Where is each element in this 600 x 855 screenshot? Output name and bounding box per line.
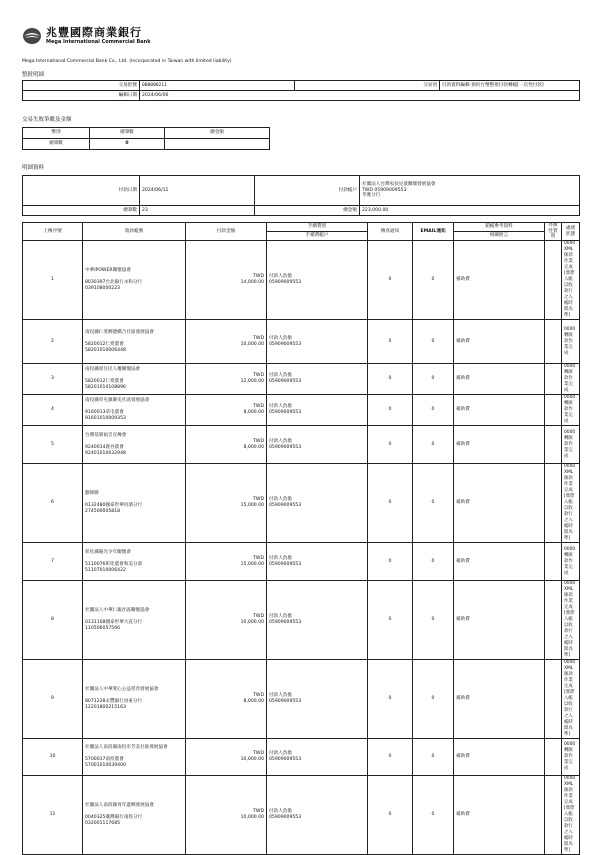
row-fee xyxy=(267,739,368,776)
row-fee xyxy=(267,581,368,660)
edit-date-label: 編輯日期 xyxy=(23,91,140,101)
row-seq: 6 xyxy=(23,464,83,543)
payee-bank: 5820012仁愛農會 xyxy=(85,379,124,384)
failed-col-count: 總筆數 xyxy=(90,128,165,139)
payee-bank: 8030397台北銀行永和分行 xyxy=(85,280,143,285)
amount-currency: TWD xyxy=(253,693,264,699)
amount-currency: TWD xyxy=(253,438,264,444)
fee-type: 付款人負擔 xyxy=(269,373,292,379)
row-status: 0000 轉匯款作業完成 xyxy=(562,364,580,395)
row-foreign xyxy=(545,581,562,660)
payee-account: 274500005818 xyxy=(85,509,121,514)
bank-logo xyxy=(22,27,151,45)
row-status: 0000 轉匯款作業完成 xyxy=(562,395,580,426)
row-email: 0 xyxy=(413,395,454,426)
total-amount-label: 總金額 xyxy=(255,206,360,216)
row-payee xyxy=(83,464,186,543)
row-seq: 4 xyxy=(23,395,83,426)
txn-type-value: 付款資料編輯-預約台幣整批付款轉帳[一次性付款] xyxy=(440,81,580,91)
fee-type: 付款人負擔 xyxy=(269,751,292,757)
row-email: 0 xyxy=(413,426,454,464)
bank-name-cn: 兆豐國際商業銀行 xyxy=(46,26,142,39)
row-foreign xyxy=(545,464,562,543)
payee-account: 58201010108896 xyxy=(85,385,126,390)
fee-type: 付款人負擔 xyxy=(269,335,292,341)
pay-date-label: 付款日期 xyxy=(23,176,140,206)
payee-account: 12201800215163 xyxy=(85,705,126,710)
row-payee xyxy=(83,581,186,660)
row-foreign xyxy=(545,395,562,426)
row-foreign xyxy=(545,320,562,364)
pay-account-branch: 苓雅分行 xyxy=(362,193,381,199)
row-memo: 補助費 xyxy=(454,581,545,660)
col-foreign: 外匯性質別 xyxy=(545,223,562,241)
row-fax: 0 xyxy=(368,543,413,581)
amount-value: 8,000.00 xyxy=(243,699,264,704)
row-seq: 11 xyxy=(23,776,83,855)
row-fax: 0 xyxy=(368,320,413,364)
payee-bank: 0132480國泰世華河濱分行 xyxy=(85,503,143,508)
amount-value: 10,000.00 xyxy=(240,815,264,820)
row-amount xyxy=(186,320,267,364)
payee-name: 中華IPOWER關懷協會 xyxy=(85,268,131,273)
col-email: EMAIL通知 xyxy=(413,223,454,241)
col-fee-account: 手續費帳戶 xyxy=(267,232,368,241)
table-row xyxy=(23,660,580,739)
batch-table xyxy=(22,80,580,101)
payment-detail-table xyxy=(22,222,580,855)
row-payee xyxy=(83,660,186,739)
row-fax: 0 xyxy=(368,364,413,395)
fee-account: 05909009553 xyxy=(269,503,302,508)
failed-table xyxy=(22,127,270,150)
total-amount-value: 223,000.00 xyxy=(360,206,580,216)
row-email: 0 xyxy=(413,464,454,543)
fee-account: 05909009553 xyxy=(269,815,302,820)
fee-account: 05909009553 xyxy=(269,561,302,567)
fee-type: 付款人負擔 xyxy=(269,404,292,410)
payee-name: 社團法人南投縣青年遊鄉發展協會 xyxy=(85,803,154,808)
row-foreign xyxy=(545,364,562,395)
row-memo: 補助費 xyxy=(454,364,545,395)
row-status: 0000 XML匯款作業完成[實際入帳以收款行之入帳時間為準] xyxy=(562,581,580,660)
row-seq: 10 xyxy=(23,739,83,776)
failed-section-title: 交易失敗筆數及金額 xyxy=(22,117,72,123)
row-status: 0000 XML匯款作業完成[實際入帳以收款行之入帳時間為準] xyxy=(562,776,580,855)
txn-no-value: 000000211 xyxy=(140,81,295,91)
row-email: 0 xyxy=(413,776,454,855)
table-row xyxy=(23,241,580,320)
row-memo: 補助費 xyxy=(454,543,545,581)
payee-bank: 0040325臺灣銀行南投分行 xyxy=(85,815,143,820)
amount-currency: TWD xyxy=(253,809,264,815)
table-row xyxy=(23,581,580,660)
row-email: 0 xyxy=(413,543,454,581)
payee-account: 92401010032948 xyxy=(85,450,126,456)
row-amount xyxy=(186,364,267,395)
row-seq: 7 xyxy=(23,543,83,581)
failed-col-currency: 幣別 xyxy=(23,128,90,139)
detail-section-title: 明細資料 xyxy=(22,165,45,171)
row-fax: 0 xyxy=(368,660,413,739)
amount-value: 15,000.00 xyxy=(240,503,264,508)
payee-name: 彰化縣陽光少年關懷會 xyxy=(85,549,131,555)
row-seq: 1 xyxy=(23,241,83,320)
failed-row-count: 0 xyxy=(90,139,165,150)
row-email: 0 xyxy=(413,660,454,739)
row-seq: 5 xyxy=(23,426,83,464)
amount-currency: TWD xyxy=(253,373,264,379)
table-row xyxy=(23,320,580,364)
total-count-label: 總筆數 xyxy=(23,206,140,216)
payee-account: 039108000223 xyxy=(85,286,121,291)
row-email: 0 xyxy=(413,739,454,776)
col-payee: 收款帳號 xyxy=(83,223,186,241)
row-memo: 補助費 xyxy=(454,426,545,464)
fee-type: 付款人負擔 xyxy=(269,497,292,503)
table-row xyxy=(23,395,580,426)
fee-type: 付款人負擔 xyxy=(269,274,292,280)
fee-type: 付款人負擔 xyxy=(269,555,292,561)
row-fee xyxy=(267,426,368,464)
payee-name: 劉偉勝 xyxy=(85,491,99,496)
row-memo: 補助費 xyxy=(454,660,545,739)
row-seq: 3 xyxy=(23,364,83,395)
row-status: 0000 轉匯款作業完成 xyxy=(562,739,580,776)
payee-name: 社團法人中華仁親社區關懷協會 xyxy=(85,608,150,613)
amount-currency: TWD xyxy=(253,614,264,620)
pay-account-value xyxy=(360,176,580,206)
row-payee xyxy=(83,543,186,581)
row-seq: 2 xyxy=(23,320,83,364)
table-row xyxy=(23,364,580,395)
row-amount xyxy=(186,660,267,739)
row-fax: 0 xyxy=(368,426,413,464)
fee-account: 05909009553 xyxy=(269,280,302,285)
payee-bank: 9240014鹿谷農會 xyxy=(85,444,124,450)
row-amount xyxy=(186,739,267,776)
row-email: 0 xyxy=(413,320,454,364)
amount-currency: TWD xyxy=(253,751,264,757)
row-foreign xyxy=(545,543,562,581)
fee-type: 付款人負擔 xyxy=(269,693,292,699)
row-memo: 補助費 xyxy=(454,739,545,776)
row-memo: 補助費 xyxy=(454,320,545,364)
col-amount: 付款金額 xyxy=(186,223,267,241)
row-fee xyxy=(267,660,368,739)
pay-account-no: TWD 05909009553 xyxy=(362,187,407,193)
row-fee xyxy=(267,543,368,581)
detail-info-table xyxy=(22,175,580,216)
amount-value: 8,000.00 xyxy=(243,410,264,415)
row-payee xyxy=(83,776,186,855)
row-memo: 補助費 xyxy=(454,241,545,320)
col-memo: 銷帳參考資料 xyxy=(454,223,545,232)
fee-account: 05909009553 xyxy=(269,699,302,704)
payee-bank: 9160013草屯農會 xyxy=(85,410,124,415)
fee-account: 05909009553 xyxy=(269,379,302,384)
failed-col-amount: 總金額 xyxy=(165,128,270,139)
amount-currency: TWD xyxy=(253,335,264,341)
payee-bank: 8071228永豐銀行員東分行 xyxy=(85,699,143,704)
txn-no-label: 交易批號 xyxy=(23,81,140,91)
table-row xyxy=(23,426,580,464)
row-payee xyxy=(83,364,186,395)
row-memo: 補助費 xyxy=(454,395,545,426)
fee-account: 05909009553 xyxy=(269,620,302,625)
payee-bank: 0131108國泰世華大直分行 xyxy=(85,620,143,625)
row-status: 0000 XML匯款作業完成[實際入帳以收款行之入帳時間為準] xyxy=(562,241,580,320)
row-payee xyxy=(83,241,186,320)
pay-date-value: 2024/06/11 xyxy=(140,176,255,206)
amount-value: 10,000.00 xyxy=(240,620,264,625)
fee-type: 付款人負擔 xyxy=(269,438,292,444)
fee-account: 05909009553 xyxy=(269,341,302,347)
row-status: 0000 轉匯款作業完成 xyxy=(562,543,580,581)
row-memo: 補助費 xyxy=(454,776,545,855)
table-row xyxy=(23,543,580,581)
failed-row-label: 總筆數 xyxy=(23,139,90,150)
row-seq: 8 xyxy=(23,581,83,660)
row-fee xyxy=(267,776,368,855)
payee-account: 110506057566 xyxy=(85,626,121,631)
col-memo-note: 相關附言 xyxy=(454,232,545,241)
pay-account-label: 付款帳戶 xyxy=(255,176,360,206)
mega-logo-icon xyxy=(22,27,42,45)
amount-currency: TWD xyxy=(253,274,264,280)
payee-account: 51107010006422 xyxy=(85,567,126,573)
payee-name: 社團法人南投縣南投市芳美社區發展協會 xyxy=(85,745,168,750)
total-count-value: 23 xyxy=(140,206,255,216)
row-foreign xyxy=(545,241,562,320)
row-email: 0 xyxy=(413,364,454,395)
row-amount xyxy=(186,581,267,660)
payee-account: 032001117685 xyxy=(85,821,121,826)
payee-name: 南投縣仁愛鄉德橋合社區發展協會 xyxy=(85,329,154,335)
row-amount xyxy=(186,543,267,581)
col-fax: 傳真通知 xyxy=(368,223,413,241)
row-amount xyxy=(186,776,267,855)
row-fax: 0 xyxy=(368,776,413,855)
row-fax: 0 xyxy=(368,395,413,426)
row-payee xyxy=(83,320,186,364)
payee-name: 台灣基層福音宣傳會 xyxy=(85,432,127,438)
amount-value: 10,000.00 xyxy=(240,341,264,347)
payee-name: 南投縣原住民人權關懷協會 xyxy=(85,367,141,372)
row-payee xyxy=(83,739,186,776)
col-status: 處理狀態 xyxy=(562,223,580,241)
fee-type: 付款人負擔 xyxy=(269,614,292,620)
payee-name: 社團法人中華愛心公益慈善發展協會 xyxy=(85,687,159,692)
amount-value: 8,000.00 xyxy=(243,444,264,450)
fee-type: 付款人負擔 xyxy=(269,809,292,815)
row-amount xyxy=(186,464,267,543)
payee-bank: 5110076彰化農會和美分部 xyxy=(85,561,143,567)
row-fee xyxy=(267,320,368,364)
col-seq: 上傳序號 xyxy=(23,223,83,241)
payee-account: 57001010039400 xyxy=(85,763,126,768)
row-foreign xyxy=(545,426,562,464)
amount-currency: TWD xyxy=(253,555,264,561)
row-fee xyxy=(267,241,368,320)
row-fax: 0 xyxy=(368,241,413,320)
row-foreign xyxy=(545,739,562,776)
row-foreign xyxy=(545,660,562,739)
amount-value: 14,000.00 xyxy=(240,280,264,285)
row-fee xyxy=(267,364,368,395)
payee-bank: 5700017南投農會 xyxy=(85,757,124,762)
fee-account: 05909009553 xyxy=(269,444,302,450)
row-fax: 0 xyxy=(368,739,413,776)
txn-type-label: 交易別 xyxy=(295,81,440,91)
row-memo: 補助費 xyxy=(454,464,545,543)
amount-currency: TWD xyxy=(253,497,264,503)
amount-value: 12,000.00 xyxy=(240,379,264,384)
row-status: 0000 轉匯款作業完成 xyxy=(562,320,580,364)
edit-date-value: 2024/06/06 xyxy=(140,91,580,101)
amount-currency: TWD xyxy=(253,404,264,410)
col-fee-type: 手續費別 xyxy=(267,223,368,232)
row-amount xyxy=(186,395,267,426)
row-payee xyxy=(83,395,186,426)
row-amount xyxy=(186,241,267,320)
amount-value: 10,000.00 xyxy=(240,757,264,762)
company-line: Mega International Commercial Bank Co., Ltd. (Incorporated in Taiwan with limited liability) xyxy=(22,59,232,64)
payee-name: 南投縣草屯鎮御史社區發展協會 xyxy=(85,398,150,403)
row-status: 0000 XML匯款作業完成[實際入帳以收款行之入帳時間為準] xyxy=(562,464,580,543)
row-fee xyxy=(267,464,368,543)
payee-account: 58201010006448 xyxy=(85,347,126,353)
row-payee xyxy=(83,426,186,464)
table-row xyxy=(23,739,580,776)
payee-bank: 5820012仁愛農會 xyxy=(85,341,124,347)
row-email: 0 xyxy=(413,581,454,660)
fee-account: 05909009553 xyxy=(269,757,302,762)
row-seq: 9 xyxy=(23,660,83,739)
row-fax: 0 xyxy=(368,581,413,660)
amount-value: 15,000.00 xyxy=(240,561,264,567)
table-row xyxy=(23,464,580,543)
pay-account-name: 社團法人台灣家扶兒童關懷發展協會 xyxy=(362,182,436,188)
row-fax: 0 xyxy=(368,464,413,543)
bank-name-en: Mega International Commercial Bank xyxy=(46,39,151,45)
payee-account: 91601010009353 xyxy=(85,416,126,421)
row-foreign xyxy=(545,776,562,855)
row-email: 0 xyxy=(413,241,454,320)
fee-account: 05909009553 xyxy=(269,410,302,415)
row-amount xyxy=(186,426,267,464)
row-status: 0000 轉匯款作業完成 xyxy=(562,426,580,464)
row-status: 0000 XML匯款作業完成[實際入帳以收款行之入帳時間為準] xyxy=(562,660,580,739)
batch-section-title: 整批明細 xyxy=(22,72,45,78)
table-row xyxy=(23,776,580,855)
row-fee xyxy=(267,395,368,426)
